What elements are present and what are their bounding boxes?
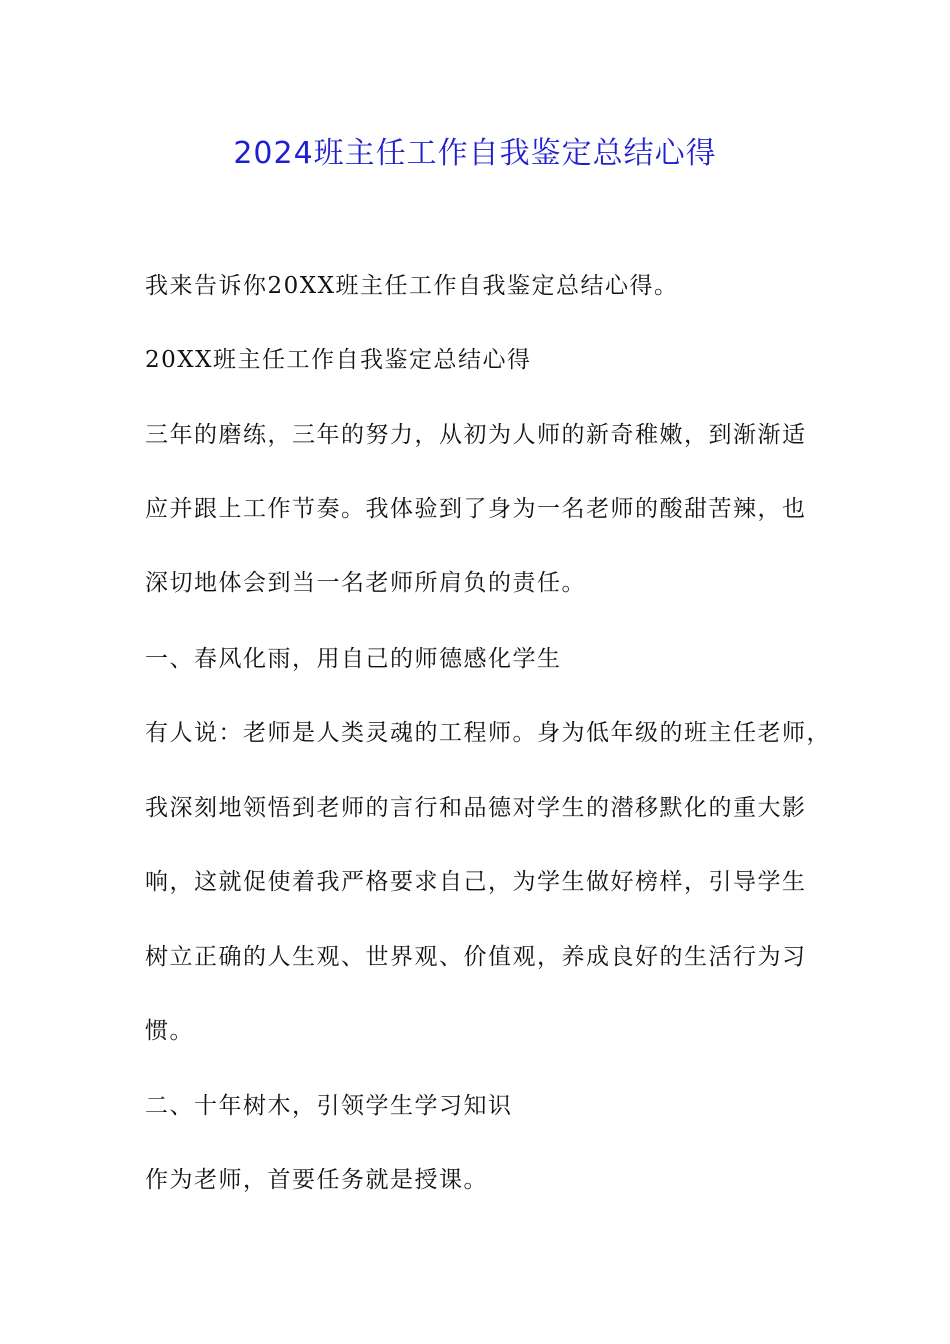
document-title: 2024班主任工作自我鉴定总结心得 — [233, 136, 717, 171]
paragraph-line: 树立正确的人生观、世界观、价值观，养成良好的生活行为习 — [145, 944, 807, 970]
paragraph-line: 深切地体会到当一名老师所肩负的责任。 — [145, 570, 586, 596]
paragraph-line: 响，这就促使着我严格要求自己，为学生做好榜样，引导学生 — [145, 869, 807, 895]
section-heading-1: 一、春风化雨，用自己的师德感化学生 — [145, 646, 562, 672]
paragraph-line: 惯。 — [145, 1018, 194, 1044]
paragraph-line: 我深刻地领悟到老师的言行和品德对学生的潜移默化的重大影 — [145, 795, 807, 821]
section-heading-2: 二、十年树木，引领学生学习知识 — [145, 1093, 513, 1119]
paragraph-line: 应并跟上工作节奏。我体验到了身为一名老师的酸甜苦辣，也 — [145, 496, 807, 522]
subtitle-line: 20XX班主任工作自我鉴定总结心得 — [145, 347, 532, 373]
paragraph-line: 有人说：老师是人类灵魂的工程师。身为低年级的班主任老师， — [145, 720, 831, 746]
paragraph-line: 三年的磨练，三年的努力，从初为人师的新奇稚嫩，到渐渐适 — [145, 422, 807, 448]
paragraph-line: 作为老师，首要任务就是授课。 — [145, 1167, 488, 1193]
intro-line: 我来告诉你20XX班主任工作自我鉴定总结心得。 — [145, 273, 679, 299]
